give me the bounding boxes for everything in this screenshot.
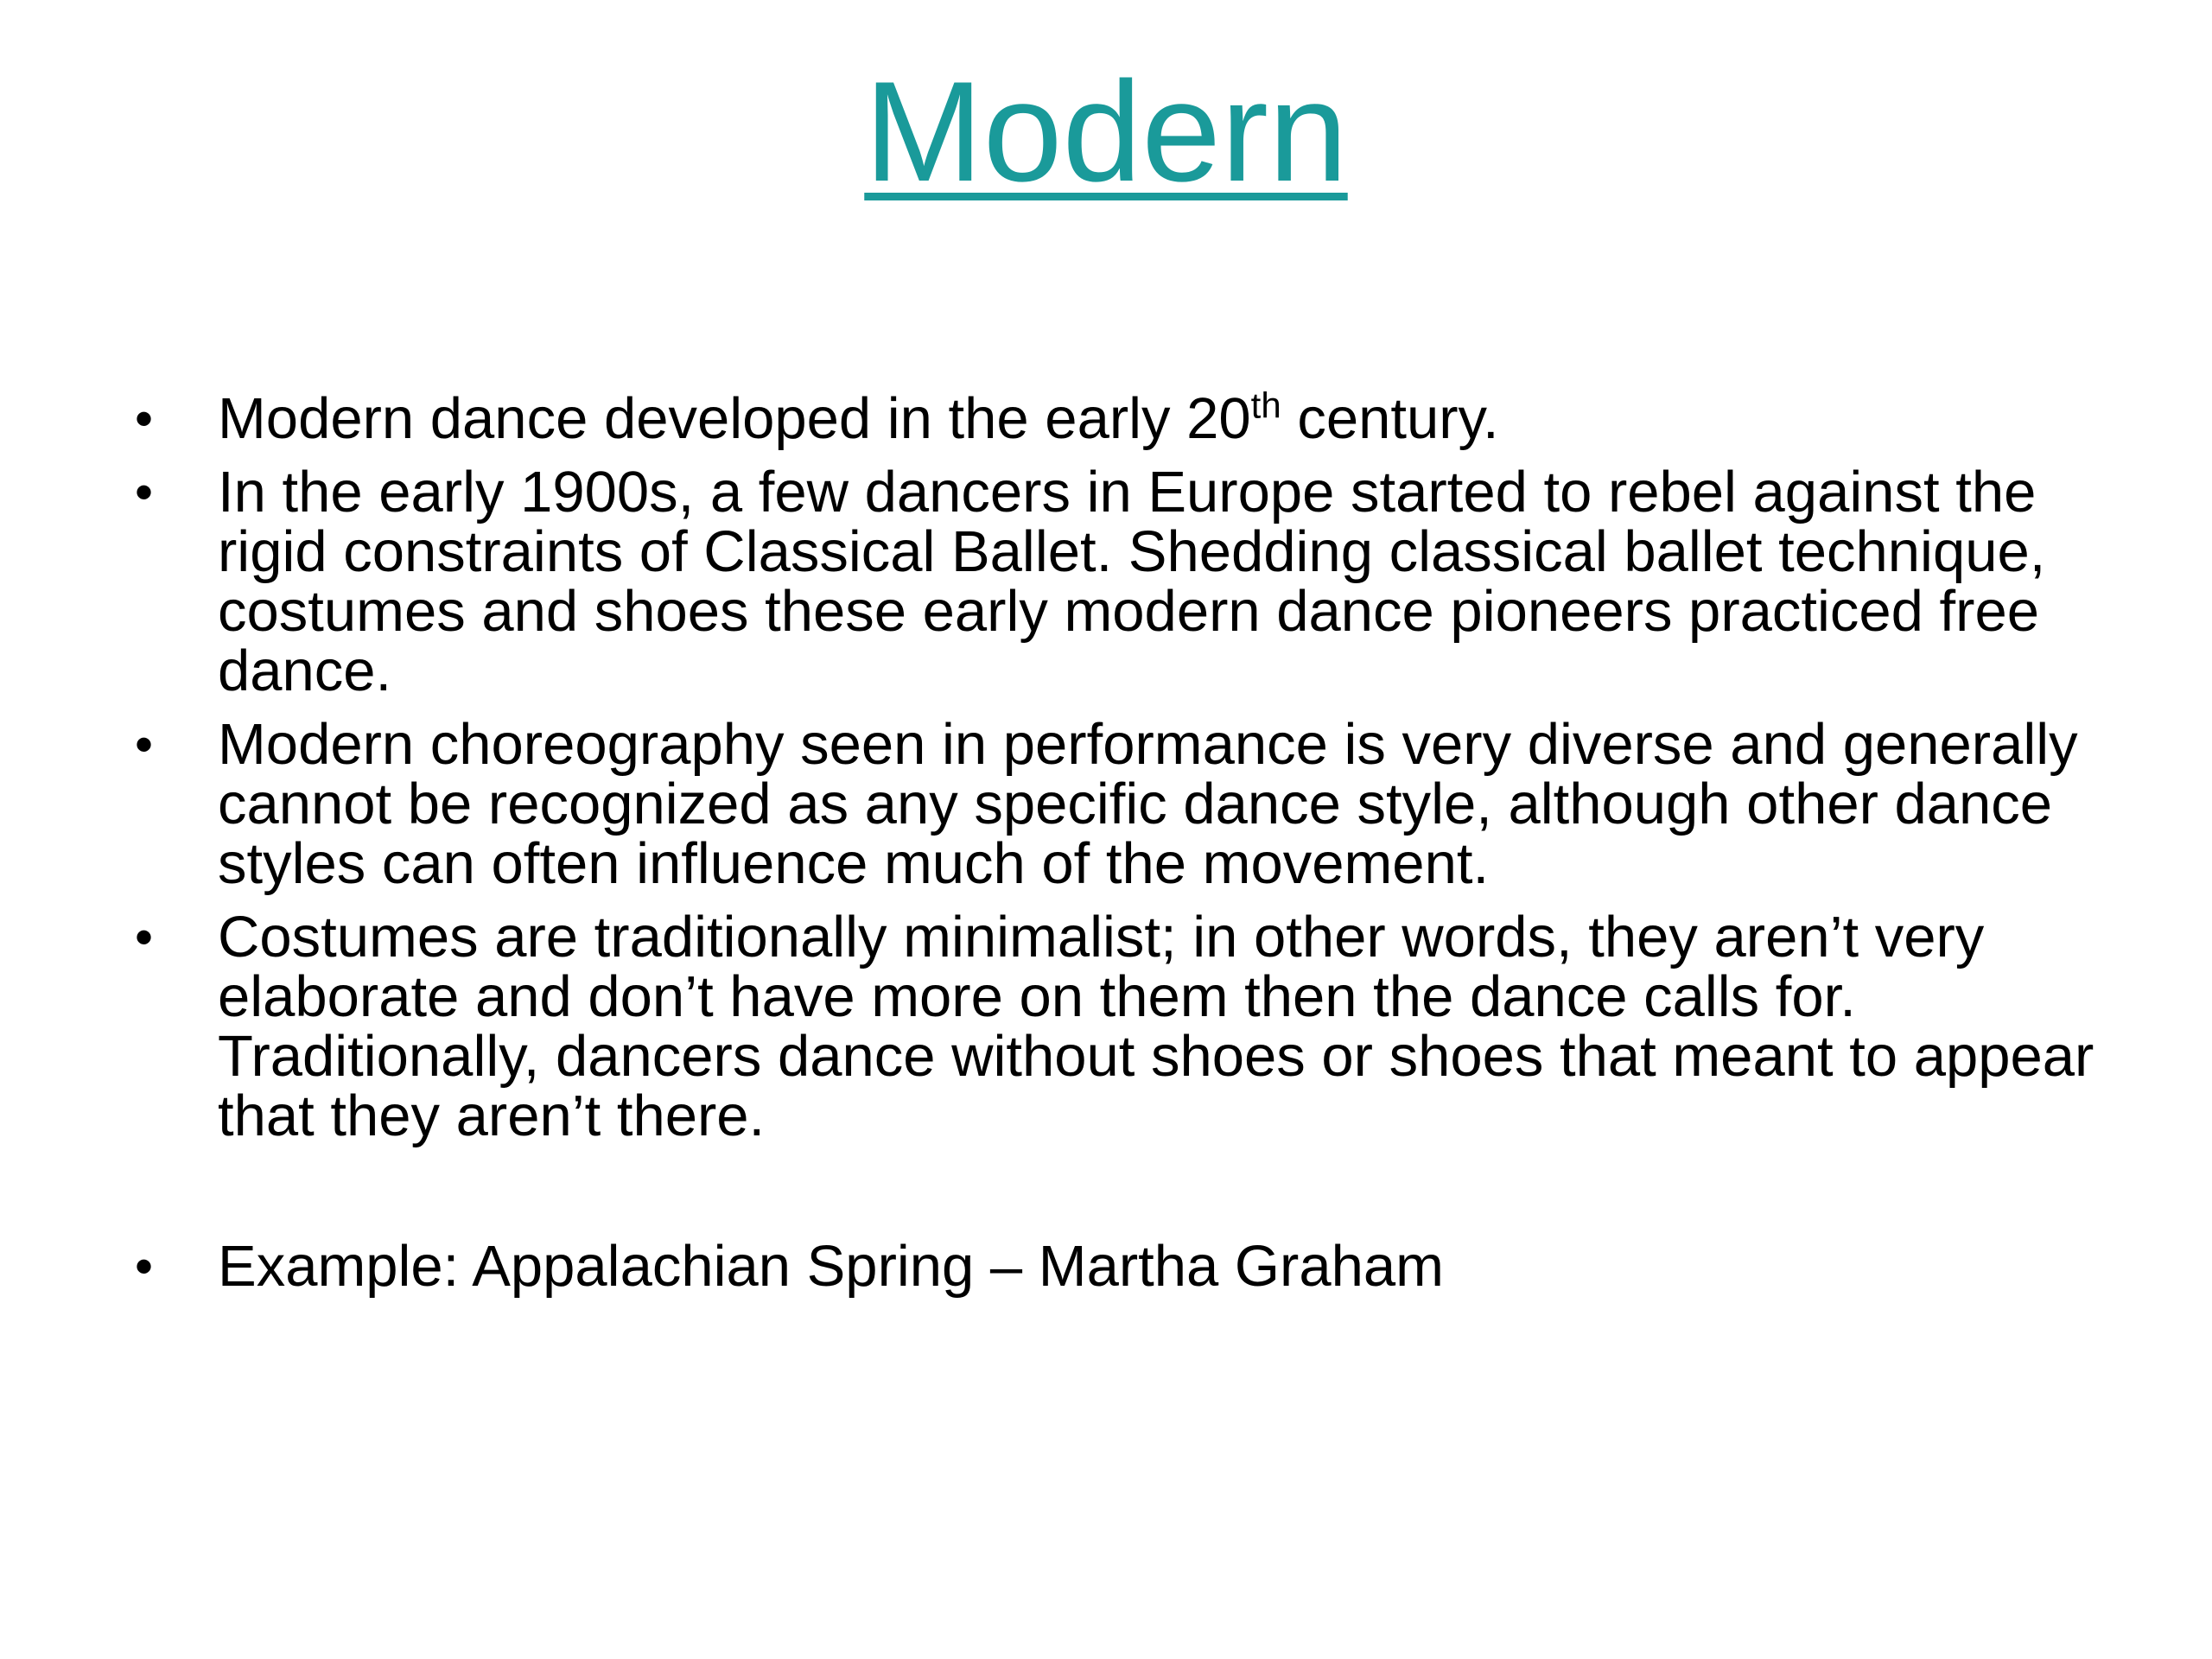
slide-title-link[interactable]: Modern (864, 52, 1348, 211)
bullet-text: Costumes are traditionally minimalist; in other words, they aren’t very elaborate and don’t have more on them then the dance calls for. Traditionally, dancers dance without shoes or shoes that meant to appear that they aren’t there. (218, 905, 2094, 1148)
bullet-text-start: Modern dance developed in the early 20 (218, 386, 1251, 451)
bullet-item (128, 712, 2115, 896)
bullet-text (218, 386, 1499, 451)
bullet-item (128, 385, 2115, 451)
bullet-glyph: • (135, 463, 154, 521)
title-area (0, 52, 2212, 212)
bullet-glyph: • (135, 390, 154, 448)
bullet-glyph: • (135, 1237, 154, 1295)
bullet-text: Modern choreography seen in performance is very diverse and generally cannot be recognized as any specific dance style, although other dance styles can often influence much of the movement. (218, 712, 2078, 896)
bullet-text: In the early 1900s, a few dancers in Europe started to rebel against the rigid constraints of Classical Ballet. Shedding classical ballet technique, costumes and shoes these early modern dance pioneers practiced free dance. (218, 460, 2046, 703)
bullet-glyph: • (135, 715, 154, 773)
bullet-item-example (128, 1234, 2115, 1299)
bullet-glyph: • (135, 908, 154, 966)
ordinal-superscript: th (1250, 385, 1281, 426)
bullet-text-end: century. (1281, 386, 1499, 451)
bullet-item (128, 462, 2115, 701)
bullet-item (128, 907, 2115, 1146)
bullet-text: Example: Appalachian Spring – Martha Graham (218, 1234, 1444, 1299)
bullet-list (128, 385, 2115, 1310)
